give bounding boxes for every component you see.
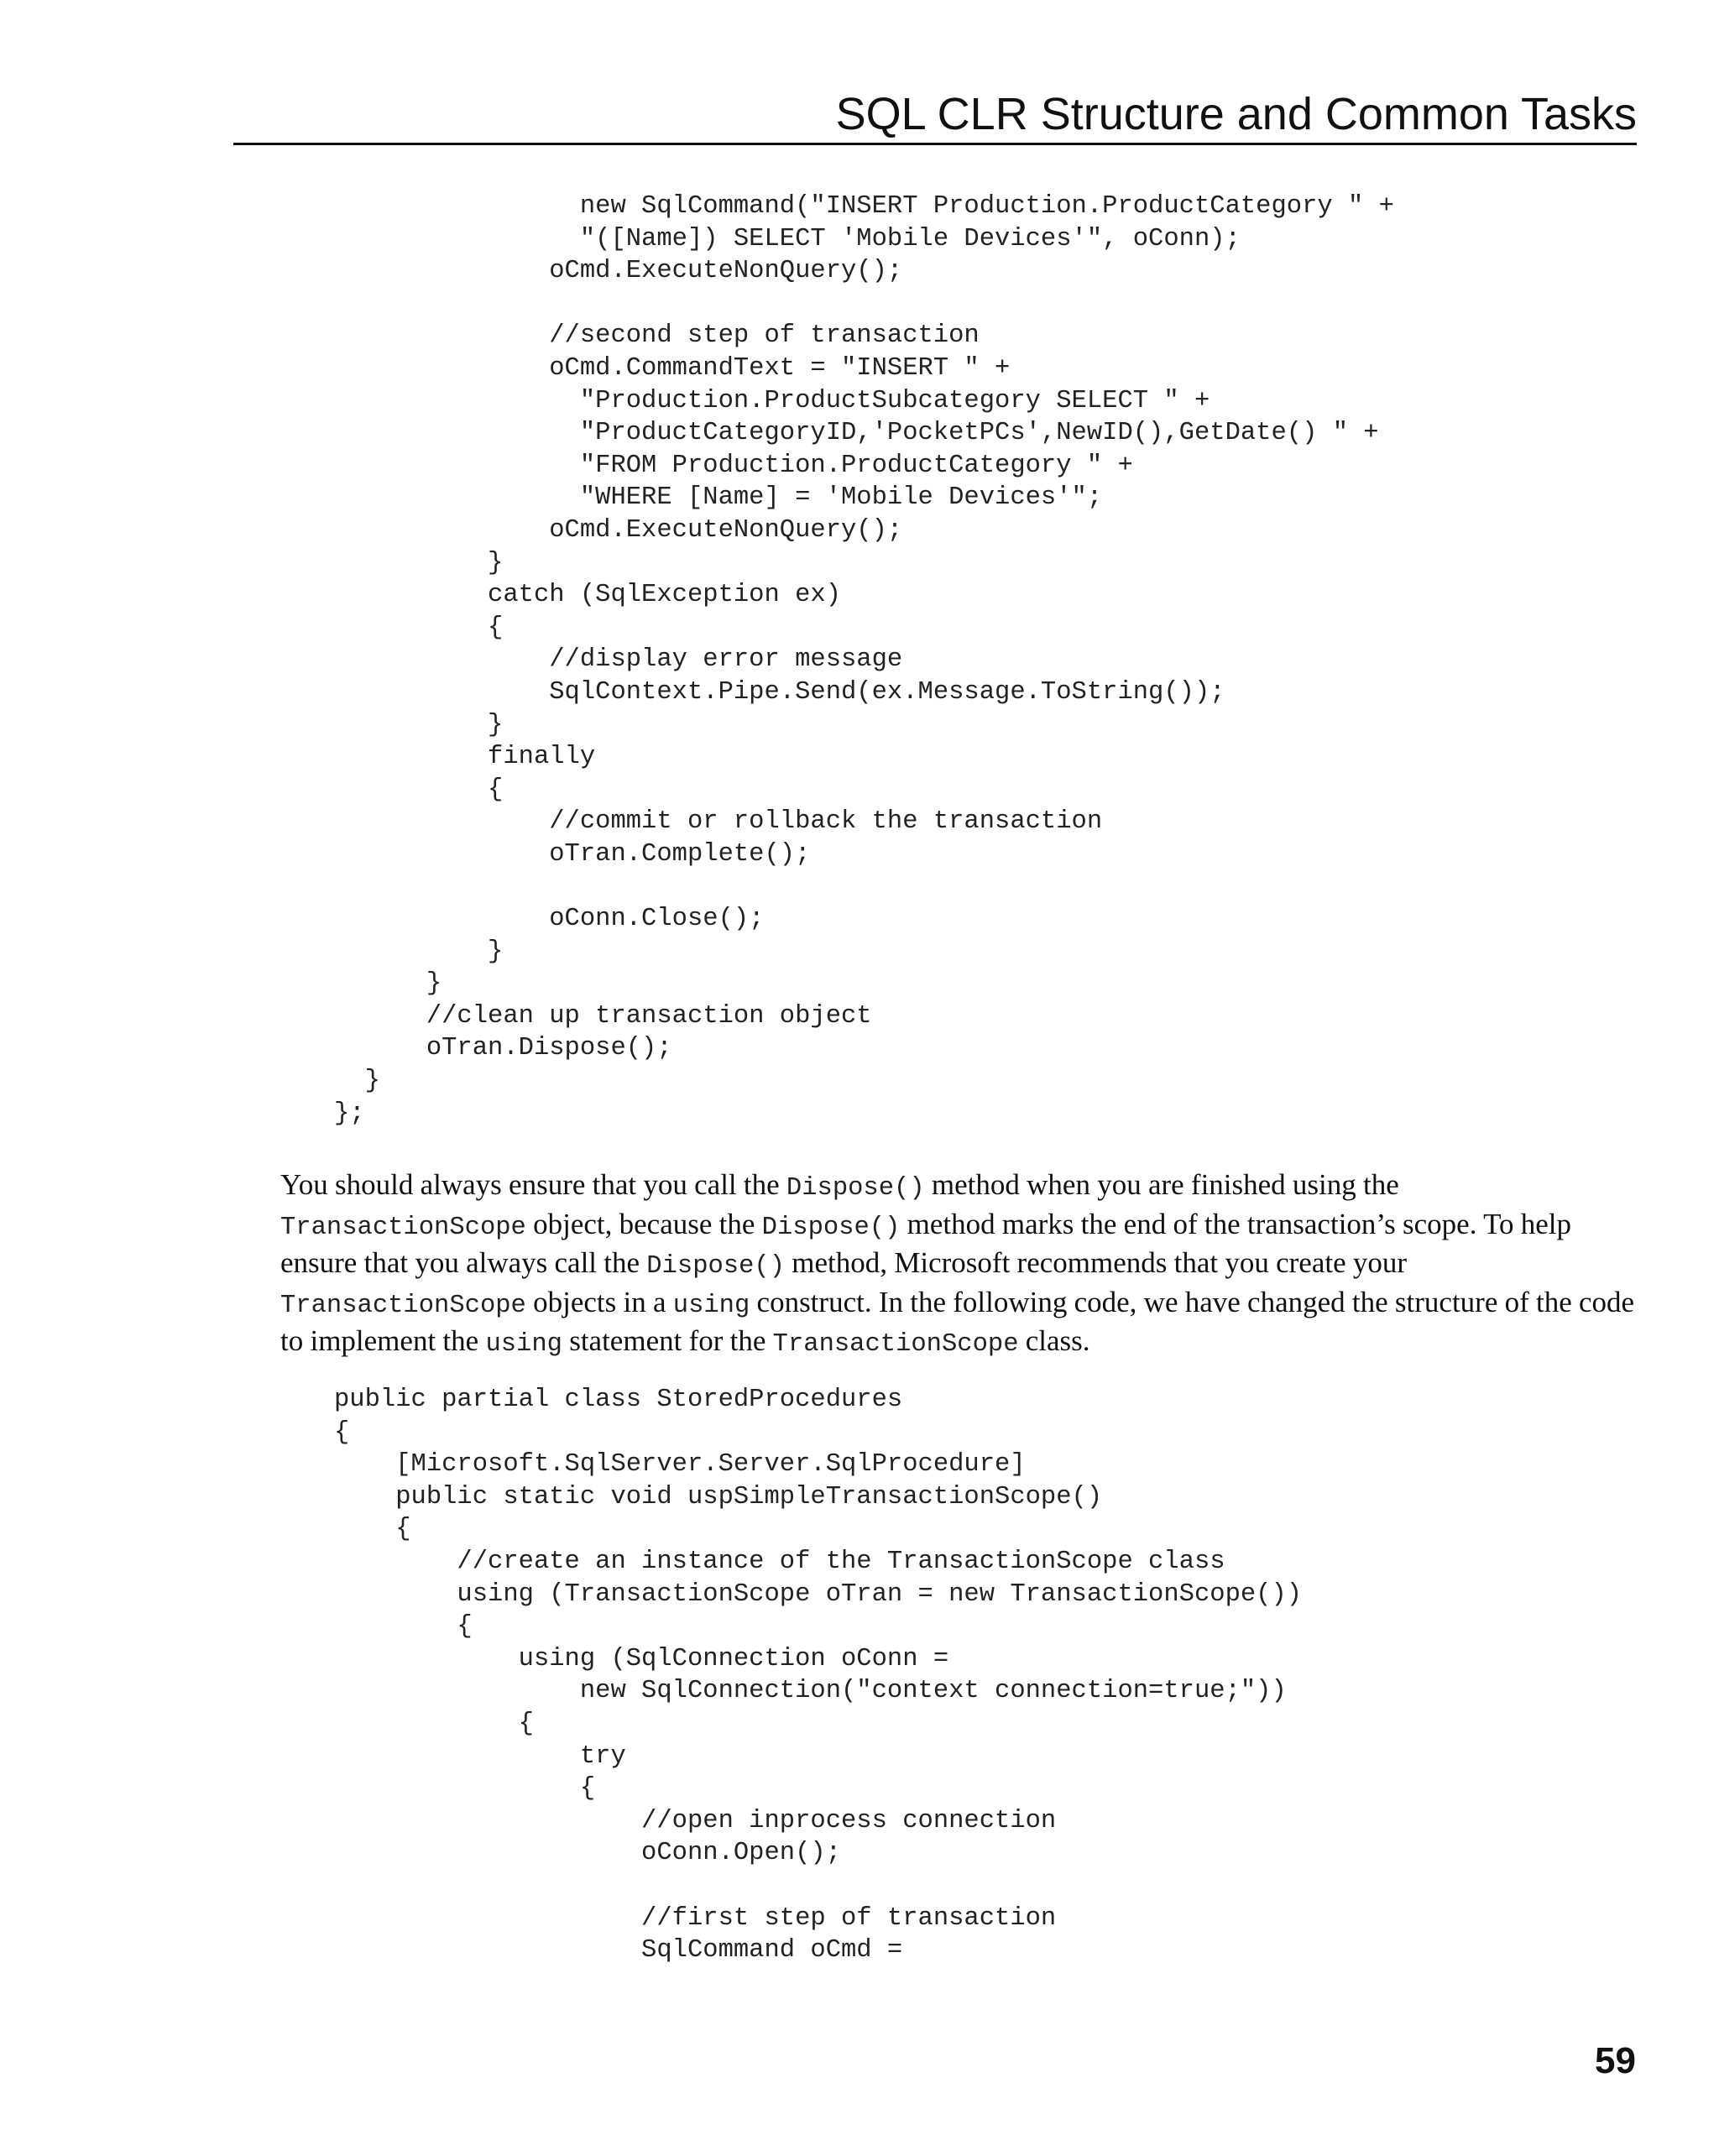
- paragraph-text: method when you are finished using the: [924, 1168, 1399, 1201]
- inline-code: TransactionScope: [280, 1213, 526, 1242]
- inline-code: using: [672, 1291, 750, 1320]
- body-paragraph: [280, 1167, 1640, 1363]
- paragraph-text: method, Microsoft recommends that you create your: [785, 1246, 1408, 1280]
- code-listing-using-transactionscope: [334, 1384, 1302, 1967]
- inline-code: Dispose(): [786, 1174, 925, 1203]
- code-line: //display error message: [334, 645, 903, 675]
- code-line: SqlCommand oCmd =: [334, 1936, 903, 1965]
- code-line: }: [334, 710, 504, 739]
- inline-code: using: [485, 1330, 562, 1360]
- paragraph-text: statement for the: [562, 1324, 773, 1358]
- code-line: oTran.Complete();: [334, 839, 811, 869]
- code-line: {: [334, 1709, 534, 1738]
- page-number: 59: [1595, 2040, 1636, 2081]
- code-line: oCmd.CommandText = "INSERT " +: [334, 353, 1011, 383]
- code-line: }: [334, 969, 442, 999]
- code-line: {: [334, 775, 504, 804]
- code-line: {: [334, 613, 504, 642]
- paragraph-text: method marks the end of the transaction’s scope. To help ensure that you always call the: [280, 1207, 1572, 1280]
- code-line: using (SqlConnection oConn =: [334, 1644, 949, 1673]
- code-line: public partial class StoredProcedures: [334, 1386, 903, 1414]
- code-line: using (TransactionScope oTran = new TransactionScope()): [334, 1579, 1303, 1609]
- code-line: //clean up transaction object: [334, 1001, 872, 1031]
- code-line: new SqlCommand("INSERT Production.ProductCategory " +: [334, 192, 1394, 221]
- code-line: catch (SqlException ex): [334, 581, 841, 610]
- code-line: oConn.Close();: [334, 905, 765, 934]
- code-line: try: [334, 1741, 626, 1771]
- inline-code: Dispose(): [761, 1213, 901, 1242]
- code-line: new SqlConnection("context connection=true;")): [334, 1677, 1287, 1706]
- paragraph-text: class.: [1018, 1324, 1090, 1358]
- code-line: };: [334, 1099, 365, 1128]
- paragraph-text: construct. In the following code, we have changed the structure of the code to implement the: [280, 1285, 1635, 1358]
- running-head-title: SQL CLR Structure and Common Tasks: [835, 89, 1637, 139]
- code-line: "Production.ProductSubcategory SELECT " +: [334, 386, 1210, 415]
- code-line: {: [334, 1774, 596, 1804]
- inline-code: Dispose(): [646, 1252, 786, 1282]
- code-line: finally: [334, 743, 596, 772]
- code-line: //commit or rollback the transaction: [334, 807, 1103, 837]
- code-line: //second step of transaction: [334, 321, 980, 351]
- code-line: }: [334, 1067, 380, 1096]
- paragraph-text: You should always ensure that you call the: [280, 1168, 786, 1201]
- code-line: {: [334, 1417, 350, 1447]
- code-line: "([Name]) SELECT 'Mobile Devices'", oConn);: [334, 224, 1241, 253]
- code-line: {: [334, 1515, 411, 1544]
- paragraph-text: object, because the: [525, 1207, 762, 1240]
- code-line: oTran.Dispose();: [334, 1034, 672, 1063]
- code-listing-continued: [334, 191, 1394, 1130]
- code-line: SqlContext.Pipe.Send(ex.Message.ToString());: [334, 677, 1225, 707]
- code-line: oConn.Open();: [334, 1839, 841, 1868]
- code-line: public static void uspSimpleTransactionScope(): [334, 1482, 1103, 1511]
- code-line: [Microsoft.SqlServer.Server.SqlProcedure]: [334, 1450, 1026, 1480]
- code-line: }: [334, 937, 504, 966]
- header-rule: [233, 143, 1637, 145]
- inline-code: TransactionScope: [280, 1291, 526, 1320]
- code-line: //first step of transaction: [334, 1903, 1057, 1933]
- code-line: }: [334, 548, 504, 577]
- code-line: oCmd.ExecuteNonQuery();: [334, 257, 903, 286]
- code-line: //create an instance of the TransactionScope class: [334, 1547, 1225, 1576]
- code-line: "FROM Production.ProductCategory " +: [334, 451, 1133, 480]
- code-line: "WHERE [Name] = 'Mobile Devices'";: [334, 483, 1103, 513]
- code-line: "ProductCategoryID,'PocketPCs',NewID(),GetDate() " +: [334, 419, 1379, 448]
- paragraph-text: objects in a: [525, 1285, 673, 1318]
- code-line: oCmd.ExecuteNonQuery();: [334, 515, 903, 545]
- code-line: {: [334, 1612, 473, 1642]
- inline-code: TransactionScope: [772, 1330, 1019, 1360]
- code-line: //open inprocess connection: [334, 1806, 1057, 1835]
